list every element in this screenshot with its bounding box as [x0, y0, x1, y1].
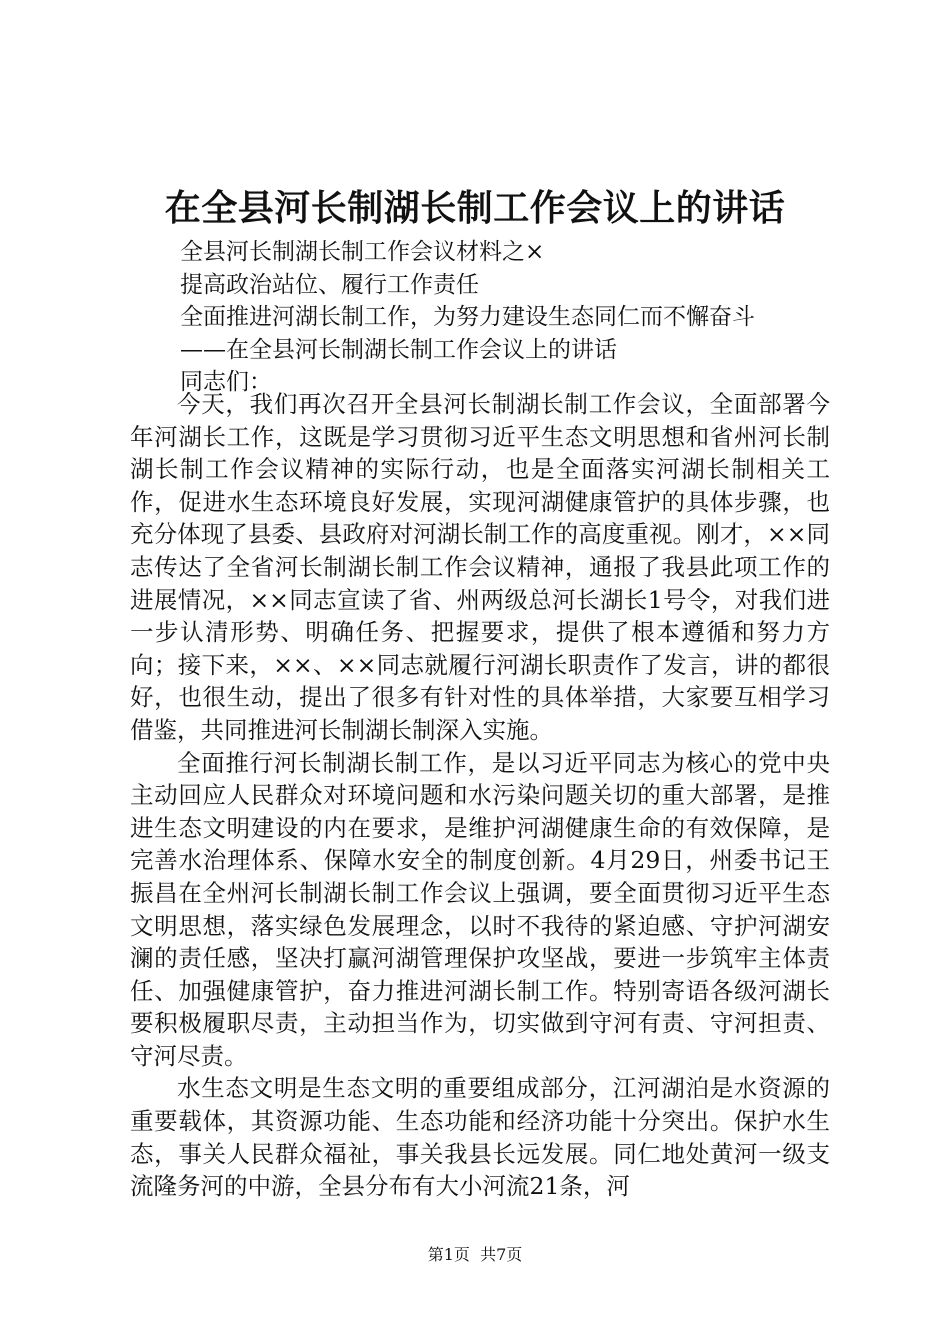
subtitle-block	[180, 236, 840, 399]
page-footer	[0, 1244, 950, 1266]
body-paragraph: 全面推行河长制湖长制工作，是以习近平同志为核心的党中央主动回应人民群众对环境问题和水污染问题关切的重大部署，是推进生态文明建设的内在要求，是维护河湖健康生命的有效保障，是完善水治理体系、保障水安全的制度创新。4月29日，州委书记王振昌在全州河长制湖长制工作会议上强调，要全面贯彻习近平生态文明思想，落实绿色发展理念，以时不我待的紧迫感、守护河湖安澜的责任感，坚决打赢河湖管理保护攻坚战，要进一步筑牢主体责任、加强健康管护，奋力推进河湖长制工作。特别寄语各级河湖长要积极履职尽责，主动担当作为，切实做到守河有责、守河担责、守河尽责。	[130, 748, 830, 1070]
speech-subtitle: ——在全县河长制湖长制工作会议上的讲话	[180, 336, 617, 363]
document-title: 在全县河长制湖长制工作会议上的讲话	[164, 187, 786, 229]
body-paragraph: 今天，我们再次召开全县河长制湖长制工作会议，全面部署今年河湖长工作，这既是学习贯彻习近平生态文明思想和省州河长制湖长制工作会议精神的实际行动，也是全面落实河湖长制相关工作，促进水生态环境良好发展，实现河湖健康管护的具体步骤，也充分体现了县委、县政府对河湖长制工作的高度重视。刚才，××同志传达了全省河长制湖长制工作会议精神，通报了我县此项工作的进展情况，××同志宣读了省、州两级总河长湖长1号令，对我们进一步认清形势、明确任务、把握要求，提供了根本遵循和努力方向；接下来，××、××同志就履行河湖长职责作了发言，讲的都很好，也很生动，提出了很多有针对性的具体举措，大家要互相学习借鉴，共同推进河长制湖长制深入实施。	[130, 390, 830, 744]
material-label: 全县河长制湖长制工作会议材料之×	[180, 239, 545, 265]
theme-line-1: 提高政治站位、履行工作责任	[180, 271, 479, 298]
page-number: 第1页	[427, 1245, 470, 1264]
page-total: 共7页	[480, 1245, 523, 1264]
theme-line-2: 全面推进河湖长制工作，为努力建设生态同仁而不懈奋斗	[180, 304, 755, 330]
body-paragraph: 水生态文明是生态文明的重要组成部分，江河湖泊是水资源的重要载体，其资源功能、生态功能和经济功能十分突出。保护水生态，事关人民群众福祉，事关我县长远发展。同仁地处黄河一级支流隆务河的中游，全县分布有大小河流21条，河	[130, 1074, 830, 1201]
salutation: 同志们：	[180, 369, 272, 395]
speech-body	[130, 388, 830, 1203]
